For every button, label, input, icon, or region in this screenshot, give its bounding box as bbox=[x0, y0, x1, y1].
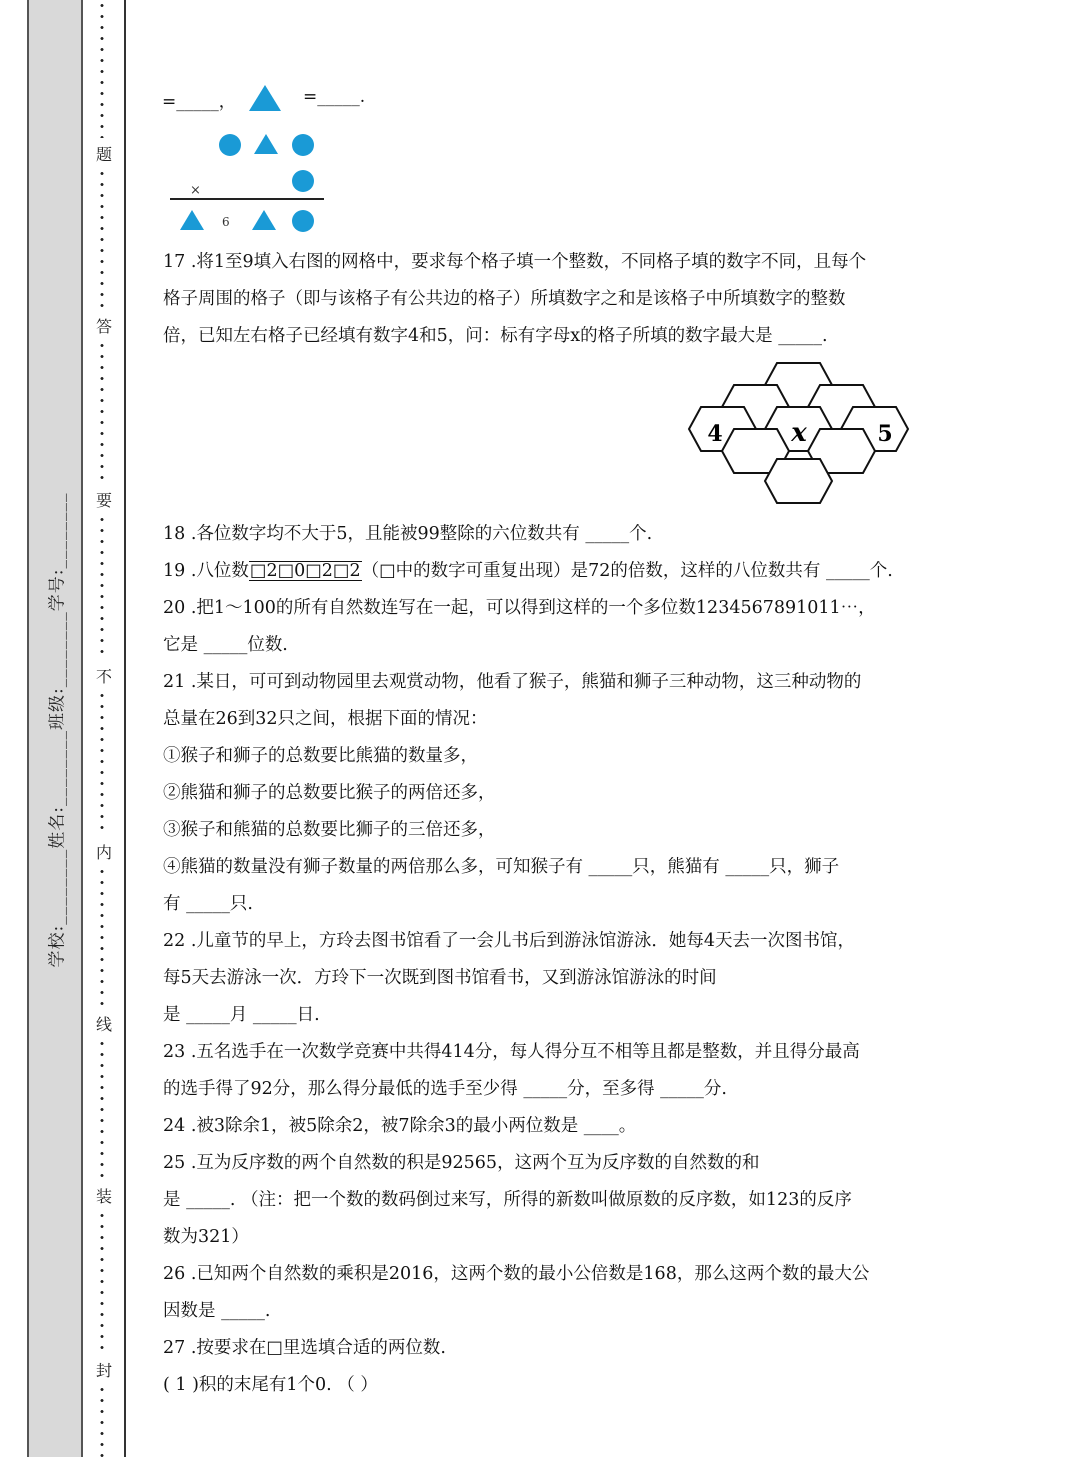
hex-left-value: 4 bbox=[707, 421, 723, 447]
seal-dots bbox=[100, 168, 104, 308]
seal-dots bbox=[100, 514, 104, 659]
q21-line-7: 有 _____只. bbox=[163, 894, 253, 914]
seal-dots bbox=[100, 1384, 104, 1457]
seal-dots bbox=[100, 690, 104, 835]
seal-dots bbox=[100, 0, 104, 138]
student-info-text: 学校:________姓名:________班级:________学号:________ bbox=[47, 492, 68, 968]
q25-line-3: 数为321） bbox=[163, 1227, 249, 1247]
q17-line-2: 格子周围的格子（即与该格子有公共边的格子）所填数字之和是该格子中所填数字的整数 bbox=[163, 289, 846, 309]
seal-char: 线 bbox=[96, 1015, 113, 1034]
seal-dots bbox=[100, 866, 104, 1011]
seal-dots bbox=[100, 1210, 104, 1355]
seal-char: 装 bbox=[96, 1187, 113, 1206]
q21-line-6: ④熊猫的数量没有狮子数量的两倍那么多，可知猴子有 _____只，熊猫有 _____只，狮子 bbox=[163, 857, 840, 877]
margin-divider-line bbox=[124, 0, 126, 1457]
circle-icon bbox=[292, 134, 314, 156]
triangle-icon bbox=[252, 210, 276, 230]
q18-text: 18 .各位数字均不大于5，且能被99整除的六位数共有 _____个. bbox=[163, 524, 653, 544]
q20-line-1: 20 .把1～100的所有自然数连写在一起，可以得到这样的一个多位数1234567891011⋯， bbox=[163, 598, 876, 618]
q21-line-5: ③猴子和熊猫的总数要比狮子的三倍还多， bbox=[163, 820, 496, 840]
hex-cell bbox=[765, 459, 832, 503]
q21-line-1: 21 .某日，可可到动物园里去观赏动物，他看了猴子，熊猫和狮子三种动物，这三种动物的 bbox=[163, 672, 862, 692]
seal-char: 答 bbox=[96, 317, 113, 336]
triangle-icon bbox=[180, 210, 204, 230]
seal-char: 要 bbox=[96, 491, 113, 510]
q26-line-2: 因数是 _____. bbox=[163, 1301, 271, 1321]
circle-icon bbox=[219, 134, 241, 156]
q23-line-1: 23 .五名选手在一次数学竞赛中共得414分，每人得分互不相等且都是整数，并且得分最高 bbox=[163, 1042, 860, 1062]
seal-char: 不 bbox=[96, 667, 113, 686]
q25-line-2: 是 _____. （注：把一个数的数码倒过来写，所得的新数叫做原数的反序数，如123的反序 bbox=[163, 1190, 852, 1210]
hexagon-grid-figure bbox=[680, 355, 925, 515]
q20-line-2: 它是 _____位数. bbox=[163, 635, 288, 655]
q17-line-1: 17 .将1至9填入右图的网格中，要求每个格子填一个整数，不同格子填的数字不同，且每个 bbox=[163, 252, 867, 272]
q19-suffix: （□中的数字可重复出现）是72的倍数，这样的八位数共有 _____个. bbox=[361, 561, 893, 581]
q25-line-1: 25 .互为反序数的两个自然数的积是92565，这两个互为反序数的自然数的和 bbox=[163, 1153, 760, 1173]
hex-right-value: 5 bbox=[877, 421, 893, 447]
triangle-icon bbox=[254, 134, 278, 154]
q22-line-1: 22 .儿童节的早上，方玲去图书馆看了一会儿书后到游泳馆游泳．她每4天去一次图书馆， bbox=[163, 931, 856, 951]
seal-dots bbox=[100, 1038, 104, 1183]
student-info-label bbox=[47, 492, 68, 968]
q19-digit-boxes: □2□0□2□2 bbox=[249, 561, 361, 581]
q21-line-2: 总量在26到32只之间，根据下面的情况： bbox=[163, 709, 488, 729]
triangle-icon bbox=[248, 83, 282, 113]
q19-prefix: 19 .八位数 bbox=[163, 561, 249, 581]
q21-line-4: ②熊猫和狮子的总数要比猴子的两倍还多， bbox=[163, 783, 496, 803]
q23-line-2: 的选手得了92分，那么得分最低的选手至少得 _____分，至多得 _____分. bbox=[163, 1079, 727, 1099]
q22-line-3: 是 _____月 _____日. bbox=[163, 1005, 320, 1025]
q27-line-2: ( 1 )积的末尾有1个0. （ ） bbox=[163, 1375, 378, 1395]
q22-line-2: 每5天去游泳一次．方玲下一次既到图书馆看书，又到游泳馆游泳的时间 bbox=[163, 968, 717, 988]
seal-char: 题 bbox=[96, 145, 113, 164]
q16-eq-right: =_____. bbox=[303, 87, 366, 107]
circle-icon bbox=[292, 170, 314, 192]
multiplication-figure bbox=[166, 131, 336, 235]
q17-line-3: 倍，已知左右格子已经填有数字4和5，问：标有字母x的格子所填的数字最大是 _____. bbox=[163, 326, 828, 346]
q16-figure bbox=[160, 75, 380, 245]
q27-line-1: 27 .按要求在□里选填合适的两位数. bbox=[163, 1338, 446, 1358]
q24-text: 24 .被3除余1，被5除余2，被7除余3的最小两位数是 ____。 bbox=[163, 1116, 637, 1136]
digit-six: 6 bbox=[222, 215, 230, 229]
circle-icon bbox=[292, 210, 314, 232]
hex-center-value: x bbox=[791, 418, 807, 448]
q26-line-1: 26 .已知两个自然数的乘积是2016，这两个数的最小公倍数是168，那么这两个数的最大公 bbox=[163, 1264, 870, 1284]
seal-char: 内 bbox=[96, 843, 113, 862]
seal-dots bbox=[100, 340, 104, 485]
multiply-sign: × bbox=[190, 183, 201, 198]
q16-eq-left: =_____， bbox=[162, 92, 236, 112]
q19-line bbox=[163, 553, 893, 590]
q21-line-3: ①猴子和狮子的总数要比熊猫的数量多， bbox=[163, 746, 478, 766]
seal-char: 封 bbox=[96, 1361, 113, 1380]
